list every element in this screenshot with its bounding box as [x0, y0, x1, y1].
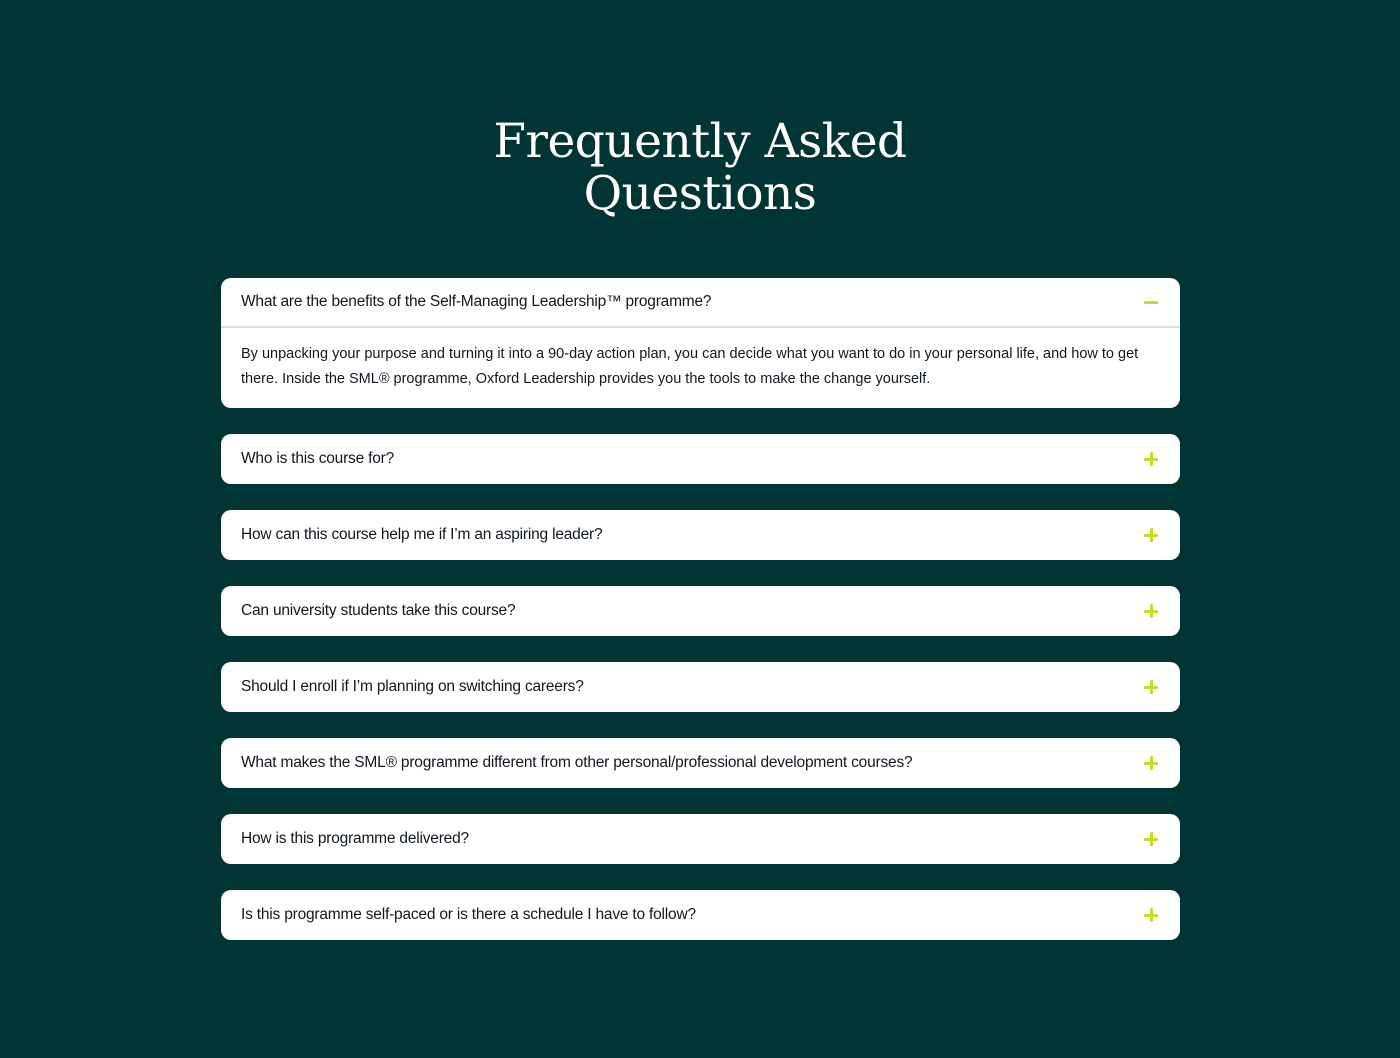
plus-icon[interactable] — [1142, 906, 1160, 924]
minus-icon[interactable] — [1142, 293, 1160, 311]
faq-question-toggle[interactable] — [221, 510, 1180, 560]
faq-question-toggle[interactable] — [221, 586, 1180, 636]
faq-question-toggle[interactable] — [221, 738, 1180, 788]
faq-question-text: Who is this course for? — [241, 450, 395, 467]
faq-title — [400, 116, 1000, 220]
plus-icon[interactable] — [1142, 830, 1160, 848]
faq-question-toggle[interactable] — [221, 890, 1180, 940]
plus-icon[interactable] — [1142, 754, 1160, 772]
faq-question-toggle[interactable] — [221, 662, 1180, 712]
faq-answer-text: By unpacking your purpose and turning it into a 90-day action plan, you can decide what you want to do in your personal life, and how to get there. Inside the SML® programme, Oxford Leadership provides you the tools to make the change yourself. — [241, 346, 1139, 387]
faq-answer — [221, 328, 1180, 408]
faq-title-line-1: Frequently Asked — [493, 114, 907, 169]
faq-question-toggle[interactable] — [221, 434, 1180, 484]
faq-question-text: Should I enroll if I’m planning on switching careers? — [241, 678, 584, 695]
faq-question-toggle[interactable] — [221, 814, 1180, 864]
faq-item — [221, 814, 1180, 864]
faq-item — [221, 890, 1180, 940]
plus-icon[interactable] — [1142, 526, 1160, 544]
plus-icon[interactable] — [1142, 678, 1160, 696]
faq-item — [221, 662, 1180, 712]
faq-question-text: What are the benefits of the Self-Managing Leadership™ programme? — [241, 293, 712, 310]
faq-question-text: How can this course help me if I’m an aspiring leader? — [241, 526, 603, 543]
faq-question-text: How is this programme delivered? — [241, 830, 469, 847]
faq-question-text: What makes the SML® programme different from other personal/professional development courses? — [241, 754, 913, 771]
faq-item — [221, 738, 1180, 788]
faq-item — [221, 510, 1180, 560]
plus-icon[interactable] — [1142, 450, 1160, 468]
plus-icon[interactable] — [1142, 602, 1160, 620]
faq-item — [221, 586, 1180, 636]
faq-item — [221, 278, 1180, 408]
faq-list — [221, 278, 1180, 966]
faq-item — [221, 434, 1180, 484]
faq-question-text: Is this programme self-paced or is there a schedule I have to follow? — [241, 906, 696, 923]
faq-question-text: Can university students take this course? — [241, 602, 516, 619]
faq-question-toggle[interactable] — [221, 278, 1180, 328]
faq-title-line-2: Questions — [583, 166, 817, 221]
